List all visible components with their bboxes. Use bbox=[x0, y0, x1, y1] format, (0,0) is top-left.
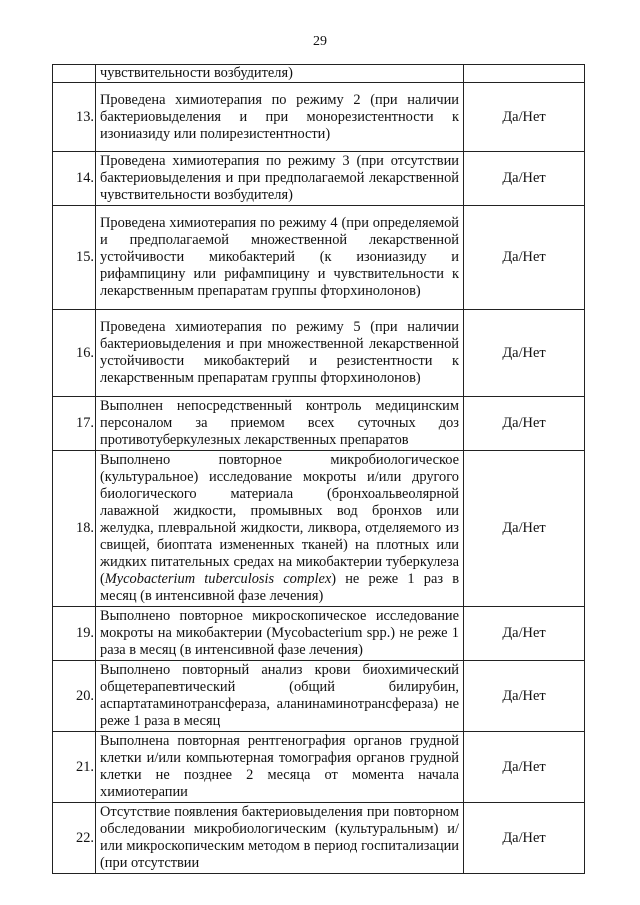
table-row bbox=[53, 732, 585, 803]
criterion-text-part: ) не реже 1 раз в месяц (в интенсивной фазе лечения) bbox=[100, 571, 459, 604]
answer-cell: Да/Нет bbox=[464, 661, 585, 732]
criterion-text-part: Выполнено повторное микробиологическое (культуральное) исследование мокроты и/или другого биологического материала (бронхоальвеолярной лаважной жидкости, промывных вод бронхов или желудка, плевральной жидкости, ликвора, отделяемого из свищей, биоптата измененных тканей) на плотных или жидких питательных средах на микобактерии туберкулеза ( bbox=[100, 452, 459, 587]
criterion-text: Проведена химиотерапия по режиму 5 (при наличии бактериовыделения и при множественной лекарственной устойчивости микобактерий и резистентности к лекарственным препаратам группы фторхинолонов) bbox=[96, 310, 464, 397]
criterion-text: Выполнено повторное микроскопическое исследование мокроты на микобактерии (Mycobacterium spp.) не реже 1 раза в месяц (в интенсивной фазе лечения) bbox=[96, 607, 464, 661]
row-number: 15. bbox=[53, 206, 96, 310]
criteria-table bbox=[52, 64, 585, 874]
answer-cell: Да/Нет bbox=[464, 83, 585, 152]
table-row bbox=[53, 152, 585, 206]
answer-cell: Да/Нет bbox=[464, 310, 585, 397]
row-number-cell bbox=[53, 65, 96, 83]
answer-cell: Да/Нет bbox=[464, 397, 585, 451]
answer-cell: Да/Нет bbox=[464, 152, 585, 206]
criterion-text: Выполнено повторный анализ крови биохимический общетерапевтический (общий билирубин, аспартатаминотрансфераза, аланинаминотрансфераза) не реже 1 раза в месяц bbox=[96, 661, 464, 732]
table-row bbox=[53, 310, 585, 397]
table-row bbox=[53, 451, 585, 607]
table-row bbox=[53, 661, 585, 732]
answer-cell: Да/Нет bbox=[464, 732, 585, 803]
row-number: 18. bbox=[53, 451, 96, 607]
answer-cell: Да/Нет bbox=[464, 803, 585, 874]
criterion-text bbox=[96, 451, 464, 607]
row-number: 22. bbox=[53, 803, 96, 874]
table-row bbox=[53, 83, 585, 152]
row-number: 13. bbox=[53, 83, 96, 152]
row-number: 17. bbox=[53, 397, 96, 451]
table-row bbox=[53, 397, 585, 451]
table-row bbox=[53, 206, 585, 310]
answer-cell: Да/Нет bbox=[464, 206, 585, 310]
criterion-text: Отсутствие появления бактериовыделения при повторном обследовании микробиологическим (культуральным) и/или микроскопическим методом в период госпитализации (при отсутствии bbox=[96, 803, 464, 874]
row-number: 16. bbox=[53, 310, 96, 397]
criterion-text: Выполнена повторная рентгенография органов грудной клетки и/или компьютерная томография органов грудной клетки не позднее 2 месяца от момента начала химиотерапии bbox=[96, 732, 464, 803]
criterion-text: Проведена химиотерапия по режиму 4 (при определяемой и предполагаемой множественной лекарственной устойчивости микобактерий (к изониазиду и рифампицину или рифампицину и чувствительности к лекарственным препаратам группы фторхинолонов) bbox=[96, 206, 464, 310]
table-row bbox=[53, 803, 585, 874]
criterion-text: чувствительности возбудителя) bbox=[96, 65, 464, 83]
row-number: 21. bbox=[53, 732, 96, 803]
criterion-text: Проведена химиотерапия по режиму 3 (при отсутствии бактериовыделения и при предполагаемой лекарственной чувствительности возбудителя) bbox=[96, 152, 464, 206]
answer-cell: Да/Нет bbox=[464, 607, 585, 661]
table-row bbox=[53, 607, 585, 661]
table-row-continuation bbox=[53, 65, 585, 83]
answer-cell bbox=[464, 65, 585, 83]
answer-cell: Да/Нет bbox=[464, 451, 585, 607]
row-number: 19. bbox=[53, 607, 96, 661]
criterion-text: Проведена химиотерапия по режиму 2 (при наличии бактериовыделения и при монорезистентности к изониазиду или полирезистентности) bbox=[96, 83, 464, 152]
organism-name: Mycobacterium tuberculosis complex bbox=[104, 571, 332, 587]
criterion-text: Выполнен непосредственный контроль медицинским персоналом за приемом всех суточных доз противотуберкулезных лекарственных препаратов bbox=[96, 397, 464, 451]
row-number: 20. bbox=[53, 661, 96, 732]
row-number: 14. bbox=[53, 152, 96, 206]
page-number: 29 bbox=[313, 34, 327, 49]
